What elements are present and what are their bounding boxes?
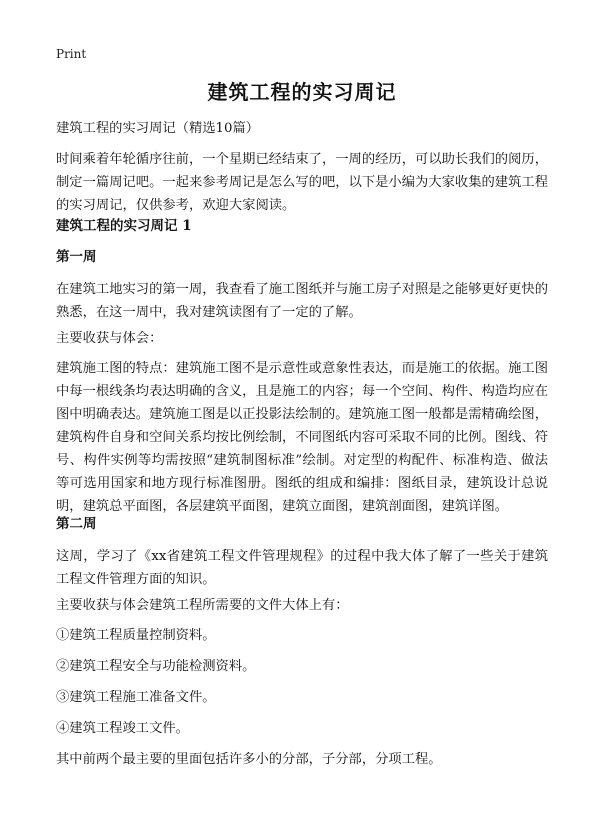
week1-drawing-paragraph: 建筑施工图的特点：建筑施工图不是示意性或意象性表达，而是施工的依据。施工图中每一根线条均表达明确的含义，且是施工的内容；每一个空间、构件、构造均应在图中明确表达。建筑施工图是以正投影法绘制的。建筑施工图一般都是需精确绘图，建筑构件自身和空间关系均按比例绘制，不同图纸内容可采取不同的比例。图线、符号、构件实例等均需按照“建筑制图标准”绘制。对定型的构配件、标准构造、做法等可选用国家和地方现行标准图册。图纸的组成和编排：图纸目录，建筑设计总说明，建筑总平面图，各层建筑平面图，建筑立面图，建筑剖面图，建筑详图。 xyxy=(56,361,548,514)
week1-gains-label: 主要收获与体会： xyxy=(56,331,163,346)
week1-heading: 第一周 xyxy=(56,249,97,265)
list-item: ④建筑工程竣工文件。 xyxy=(56,721,189,736)
section-heading: 建筑工程的实习周记 1 xyxy=(56,218,192,234)
week2-gains-paragraph: 主要收获与体会建筑工程所需要的文件大体上有： xyxy=(56,598,349,613)
list-item: ②建筑工程安全与功能检测资料。 xyxy=(56,659,256,674)
print-link[interactable]: Print xyxy=(56,47,87,61)
week2-summary-paragraph: 其中前两个最主要的里面包括许多小的分部，子分部，分项工程。 xyxy=(56,752,442,767)
intro-paragraph: 时间乘着年轮循序往前，一个星期已经结束了，一周的经历，可以助长我们的阅历，制定一篇周记吧。一起来参考周记是怎么写的吧，以下是小编为大家收集的建筑工程的实习周记，仅供参考，欢迎大家阅读。 xyxy=(56,152,548,213)
week2-paragraph: 这周，学习了《xx省建筑工程文件管理规程》的过程中我大体了解了一些关于建筑工程文件管理方面的知识。 xyxy=(56,549,548,587)
subtitle: 建筑工程的实习周记（精选10篇） xyxy=(56,121,260,136)
week2-heading: 第二周 xyxy=(56,516,97,532)
list-item: ③建筑工程施工准备文件。 xyxy=(56,690,216,705)
week1-paragraph: 在建筑工地实习的第一周，我查看了施工图纸并与施工房子对照是之能够更好更快的熟悉，在这一周中，我对建筑读图有了一定的了解。 xyxy=(56,282,548,320)
list-item: ①建筑工程质量控制资料。 xyxy=(56,628,216,643)
page-title: 建筑工程的实习周记 xyxy=(207,80,397,104)
